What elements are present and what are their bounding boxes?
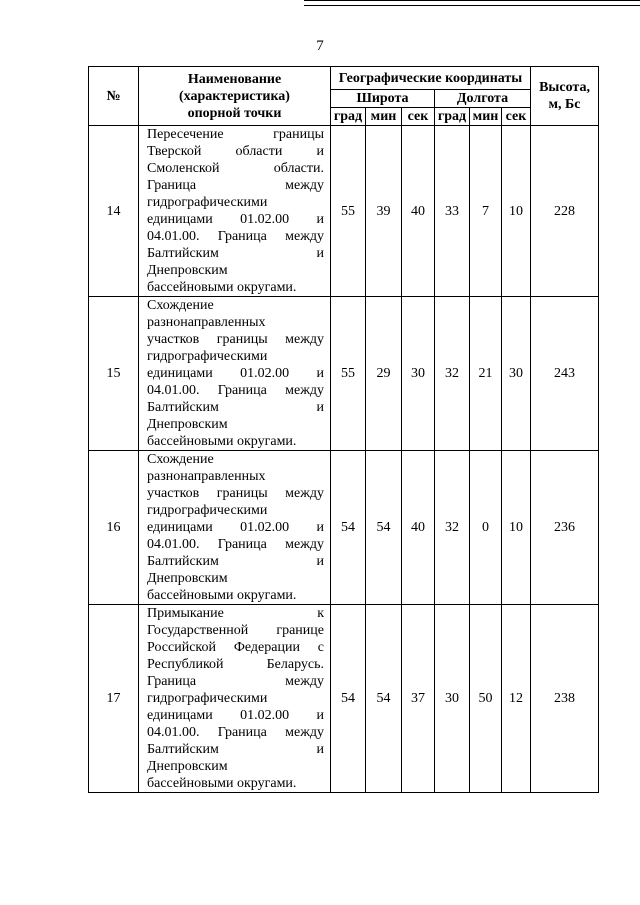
lon-min: 21 [470, 297, 502, 451]
desc-line: бассейновыми округами. [147, 434, 297, 449]
desc-line: Схождение [147, 298, 214, 313]
row-number: 17 [89, 605, 139, 793]
lon-deg: 32 [435, 297, 470, 451]
desc-line: Балтийским и [147, 742, 324, 757]
table-row [89, 451, 599, 605]
header-unit-lon-min: мин [470, 108, 502, 126]
header-unit-lon-sec: сек [502, 108, 531, 126]
header-latitude: Широта [331, 90, 435, 108]
desc-line: участков границы между [147, 486, 324, 501]
lat-sec: 37 [402, 605, 435, 793]
lon-deg: 30 [435, 605, 470, 793]
lat-min: 54 [366, 605, 402, 793]
desc-line: гидрографическими [147, 503, 268, 518]
header-coordinates: Географические координаты [331, 67, 531, 90]
desc-line: бассейновыми округами. [147, 588, 297, 603]
lon-deg: 33 [435, 126, 470, 297]
header-number: № [89, 67, 139, 126]
lat-min: 39 [366, 126, 402, 297]
lat-deg: 55 [331, 126, 366, 297]
desc-line: Днепровским [147, 759, 228, 774]
top-rule [304, 0, 640, 6]
desc-line: 04.01.00. Граница между [147, 537, 324, 552]
desc-line: Балтийским и [147, 246, 324, 261]
lat-deg: 55 [331, 297, 366, 451]
desc-line: Граница между [147, 674, 324, 689]
lon-deg: 32 [435, 451, 470, 605]
table-row [89, 126, 599, 297]
lon-min: 7 [470, 126, 502, 297]
desc-line: 04.01.00. Граница между [147, 725, 324, 740]
lon-min: 50 [470, 605, 502, 793]
lon-sec: 10 [502, 126, 531, 297]
lat-sec: 40 [402, 126, 435, 297]
header-unit-lon-deg: град [435, 108, 470, 126]
desc-line: 04.01.00. Граница между [147, 383, 324, 398]
desc-line: разнонаправленных [147, 469, 266, 484]
header-unit-lat-min: мин [366, 108, 402, 126]
desc-line: гидрографическими [147, 349, 268, 364]
desc-line: гидрографическими [147, 195, 268, 210]
desc-line: Схождение [147, 452, 214, 467]
row-number: 15 [89, 297, 139, 451]
desc-line: Граница между [147, 178, 324, 193]
desc-line: Российской Федерации с [147, 640, 324, 655]
header-unit-lat-sec: сек [402, 108, 435, 126]
desc-line: Днепровским [147, 417, 228, 432]
height: 243 [531, 297, 599, 451]
page-number: 7 [316, 38, 324, 54]
header-longitude: Долгота [435, 90, 531, 108]
lat-min: 29 [366, 297, 402, 451]
height: 228 [531, 126, 599, 297]
desc-line: Балтийским и [147, 554, 324, 569]
lat-min: 54 [366, 451, 402, 605]
lon-sec: 30 [502, 297, 531, 451]
height: 238 [531, 605, 599, 793]
header-height [531, 67, 599, 126]
desc-line: Государственной границе [147, 623, 324, 638]
header-unit-lat-deg: град [331, 108, 366, 126]
lat-sec: 30 [402, 297, 435, 451]
desc-line: единицами 01.02.00 и [147, 212, 324, 227]
header-name [139, 67, 331, 126]
desc-line: 04.01.00. Граница между [147, 229, 324, 244]
desc-line: разнонаправленных [147, 315, 266, 330]
row-description [139, 297, 331, 451]
desc-line: единицами 01.02.00 и [147, 520, 324, 535]
lat-sec: 40 [402, 451, 435, 605]
desc-line: бассейновыми округами. [147, 280, 297, 295]
header-name-line: Наименование [187, 71, 282, 87]
table-row [89, 605, 599, 793]
lat-deg: 54 [331, 451, 366, 605]
header-height-line: м, Бс [548, 97, 581, 112]
lon-sec: 12 [502, 605, 531, 793]
desc-line: Республикой Беларусь. [147, 657, 324, 672]
desc-line: бассейновыми округами. [147, 776, 297, 791]
header-height-line: Высота, [539, 80, 590, 95]
reference-points-table [88, 66, 599, 793]
desc-line: Пересечение границы [147, 127, 324, 142]
table-row [89, 297, 599, 451]
row-description [139, 605, 331, 793]
desc-line: единицами 01.02.00 и [147, 366, 324, 381]
lon-min: 0 [470, 451, 502, 605]
header-name-line: (характеристика) [179, 88, 290, 104]
desc-line: Балтийским и [147, 400, 324, 415]
row-description [139, 126, 331, 297]
row-number: 16 [89, 451, 139, 605]
desc-line: Тверской области и [147, 144, 324, 159]
desc-line: единицами 01.02.00 и [147, 708, 324, 723]
height: 236 [531, 451, 599, 605]
row-description [139, 451, 331, 605]
row-number: 14 [89, 126, 139, 297]
desc-line: участков границы между [147, 332, 324, 347]
lon-sec: 10 [502, 451, 531, 605]
desc-line: гидрографическими [147, 691, 268, 706]
desc-line: Днепровским [147, 263, 228, 278]
lat-deg: 54 [331, 605, 366, 793]
desc-line: Днепровским [147, 571, 228, 586]
desc-line: Примыкание к [147, 606, 324, 621]
header-name-line: опорной точки [187, 105, 282, 121]
desc-line: Смоленской области. [147, 161, 324, 176]
